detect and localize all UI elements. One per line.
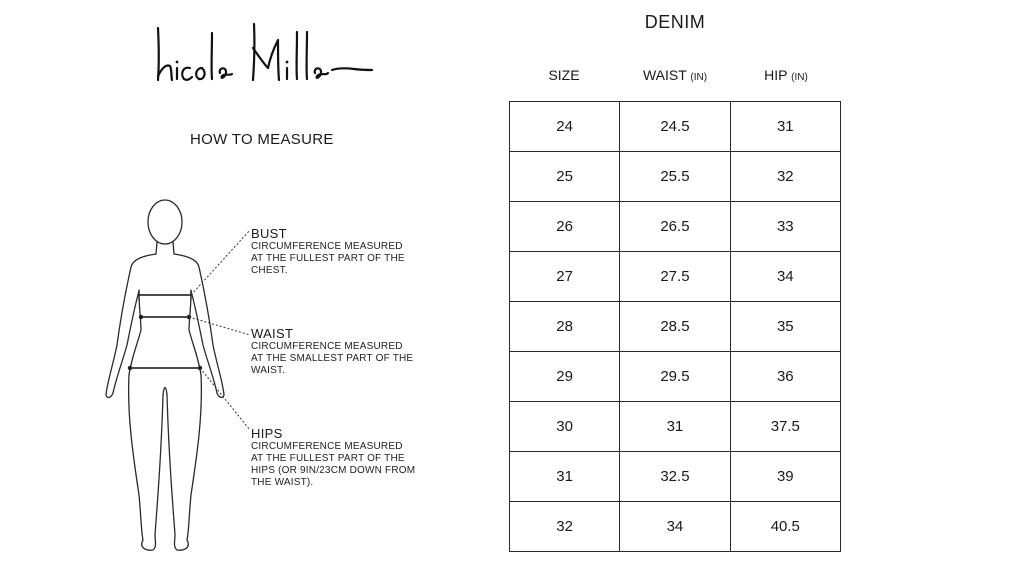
table-row — [510, 402, 841, 452]
waist-cell: 27.5 — [620, 252, 730, 302]
waist-cell: 25.5 — [620, 152, 730, 202]
column-header-label: WAIST — [642, 67, 687, 83]
bust-desc-line: CIRCUMFERENCE MEASURED — [251, 241, 403, 252]
waist-cell: 34 — [620, 502, 730, 552]
waist-cell: 26.5 — [620, 202, 730, 252]
size-cell: 31 — [510, 452, 620, 502]
waist-desc-line: CIRCUMFERENCE MEASURED — [251, 341, 403, 352]
size-cell: 27 — [510, 252, 620, 302]
nicole-miller-logo — [150, 18, 375, 93]
bust-desc-line: CHEST. — [251, 265, 288, 276]
waist-description — [251, 341, 451, 377]
hip-cell: 39 — [730, 452, 840, 502]
column-header-unit: (IN) — [690, 72, 708, 83]
hip-cell: 36 — [730, 352, 840, 402]
table-row — [510, 252, 841, 302]
size-cell: 25 — [510, 152, 620, 202]
hips-desc-line: HIPS (OR 9IN/23CM DOWN FROM — [251, 465, 416, 476]
hips-description — [251, 441, 451, 489]
hip-cell: 33 — [730, 202, 840, 252]
size-cell: 26 — [510, 202, 620, 252]
hip-cell: 40.5 — [730, 502, 840, 552]
hips-title: HIPS — [251, 426, 283, 441]
waist-desc-line: WAIST. — [251, 365, 286, 376]
table-row — [510, 102, 841, 152]
column-header-label: HIP — [764, 67, 788, 83]
table-row — [510, 302, 841, 352]
size-cell: 29 — [510, 352, 620, 402]
size-cell: 28 — [510, 302, 620, 352]
column-header-waist — [620, 67, 730, 83]
hips-desc-line: AT THE FULLEST PART OF THE — [251, 453, 405, 464]
waist-title: WAIST — [251, 326, 294, 341]
waist-cell: 28.5 — [620, 302, 730, 352]
hips-desc-line: THE WAIST). — [251, 477, 314, 488]
column-header-hip — [731, 67, 841, 83]
bust-description — [251, 241, 451, 277]
hip-cell: 35 — [730, 302, 840, 352]
bust-title: BUST — [251, 226, 287, 241]
hips-measurement — [251, 427, 451, 489]
column-header-size — [509, 67, 619, 83]
column-header-unit: (IN) — [791, 72, 808, 83]
table-row — [510, 352, 841, 402]
size-cell: 30 — [510, 402, 620, 452]
size-chart-title: DENIM — [644, 12, 706, 32]
hip-cell: 31 — [730, 102, 840, 152]
table-row — [510, 202, 841, 252]
table-row — [510, 152, 841, 202]
waist-desc-line: AT THE SMALLEST PART OF THE — [251, 353, 414, 364]
waist-measurement — [251, 327, 451, 377]
column-header-label: SIZE — [548, 67, 580, 83]
table-row — [510, 502, 841, 552]
bust-measurement — [251, 227, 451, 277]
hip-cell: 37.5 — [730, 402, 840, 452]
waist-cell: 24.5 — [620, 102, 730, 152]
waist-cell: 31 — [620, 402, 730, 452]
hips-desc-line: CIRCUMFERENCE MEASURED — [251, 441, 403, 452]
size-cell: 24 — [510, 102, 620, 152]
hip-cell: 32 — [730, 152, 840, 202]
waist-cell: 32.5 — [620, 452, 730, 502]
body-figure-illustration — [95, 195, 245, 557]
how-to-measure-heading: HOW TO MEASURE — [190, 131, 334, 148]
size-chart-table — [509, 101, 841, 552]
hip-cell: 34 — [730, 252, 840, 302]
table-row — [510, 452, 841, 502]
size-cell: 32 — [510, 502, 620, 552]
bust-desc-line: AT THE FULLEST PART OF THE — [251, 253, 405, 264]
waist-cell: 29.5 — [620, 352, 730, 402]
